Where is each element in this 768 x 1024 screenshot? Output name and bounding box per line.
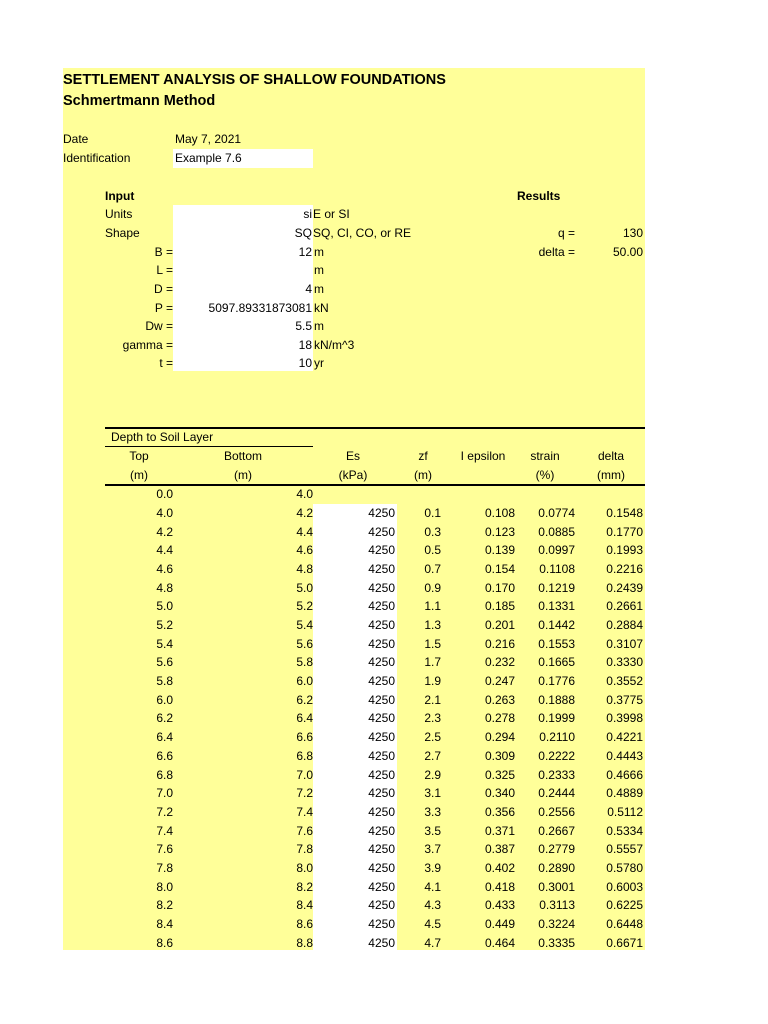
cell-es[interactable]: 4250 (368, 543, 395, 558)
cell-top: 7.0 (156, 786, 173, 801)
cell-es[interactable]: 4250 (368, 618, 395, 633)
cell-delta: 0.5557 (606, 842, 643, 857)
page-title: SETTLEMENT ANALYSIS OF SHALLOW FOUNDATIONS (63, 72, 446, 88)
cell-es[interactable]: 4250 (368, 786, 395, 801)
col-header-bottom: Bottom (223, 449, 262, 463)
table-group-header: Depth to Soil Layer (111, 430, 214, 444)
cell-strain: 0.2333 (538, 767, 575, 782)
cell-iepsilon: 0.402 (484, 860, 515, 875)
cell-zf: 3.9 (424, 860, 441, 875)
page-subtitle: Schmertmann Method (63, 93, 216, 109)
cell-top: 5.0 (156, 599, 173, 614)
result-delta-value: 50.00 (612, 245, 643, 259)
cell-bottom: 5.8 (296, 655, 313, 670)
cell-bottom: 8.2 (296, 879, 313, 894)
cell-iepsilon: 0.309 (484, 748, 515, 763)
cell-strain: 0.0774 (538, 506, 575, 520)
table-row (63, 672, 645, 691)
cell-top: 4.4 (156, 543, 173, 558)
cell-strain: 0.2890 (538, 860, 575, 875)
table-row (63, 840, 645, 859)
cell-iepsilon: 0.201 (484, 618, 515, 633)
identification-value[interactable]: Example 7.6 (175, 151, 242, 165)
param-b-label: B = (154, 245, 173, 259)
result-q-value: 130 (622, 226, 643, 240)
cell-iepsilon: 0.433 (484, 898, 515, 913)
cell-top: 4.0 (156, 506, 173, 520)
result-q-label: q = (557, 226, 575, 240)
table-row (63, 579, 645, 598)
cell-strain: 0.2667 (538, 823, 575, 838)
cell-bottom: 6.6 (296, 730, 313, 745)
cell-top: 8.2 (156, 898, 173, 913)
cell-iepsilon: 0.449 (484, 916, 515, 931)
table-row (63, 616, 645, 635)
cell-es[interactable]: 4250 (368, 506, 395, 520)
cell-iepsilon: 0.371 (484, 823, 515, 838)
col-header-top: Top (129, 449, 149, 463)
cell-es[interactable]: 4250 (368, 898, 395, 913)
table-row (63, 934, 645, 953)
shape-hint: SQ, CI, CO, or RE (313, 226, 412, 240)
cell-bottom: 5.0 (296, 580, 313, 595)
cell-zf: 4.1 (424, 879, 441, 894)
first-row-top: 0.0 (156, 487, 173, 501)
cell-strain: 0.1442 (538, 618, 575, 633)
cell-top: 6.6 (156, 748, 173, 763)
cell-es[interactable]: 4250 (368, 842, 395, 857)
cell-bottom: 8.4 (296, 898, 313, 913)
cell-strain: 0.3001 (538, 879, 575, 894)
cell-es[interactable]: 4250 (368, 524, 395, 539)
table-row (63, 504, 645, 523)
table-row (63, 635, 645, 654)
col-header-delta: delta (597, 449, 625, 463)
cell-delta: 0.4443 (606, 748, 643, 763)
cell-iepsilon: 0.139 (484, 543, 515, 558)
cell-bottom: 7.0 (296, 767, 313, 782)
cell-top: 5.4 (156, 636, 173, 651)
cell-delta: 0.1548 (606, 506, 643, 520)
param-p-label: P = (154, 301, 173, 315)
cell-zf: 0.9 (424, 580, 441, 595)
cell-delta: 0.1993 (606, 543, 643, 558)
cell-zf: 0.5 (424, 543, 441, 558)
cell-delta: 0.5334 (606, 823, 643, 838)
cell-es[interactable]: 4250 (368, 711, 395, 726)
table-row (63, 560, 645, 579)
cell-iepsilon: 0.170 (484, 580, 515, 595)
cell-es[interactable]: 4250 (368, 860, 395, 875)
cell-bottom: 6.0 (296, 674, 313, 689)
cell-delta: 0.6225 (606, 898, 643, 913)
cell-top: 4.6 (156, 562, 173, 577)
cell-zf: 1.3 (424, 618, 441, 633)
shape-label: Shape (105, 226, 140, 240)
col-header-zf: zf (418, 449, 428, 463)
cell-strain: 0.1331 (538, 599, 575, 614)
shape-value[interactable]: SQ (294, 226, 312, 240)
cell-zf: 1.5 (424, 636, 441, 651)
cell-top: 7.2 (156, 804, 173, 819)
identification-label: Identification (63, 151, 131, 165)
cell-strain: 0.1108 (539, 562, 575, 577)
cell-iepsilon: 0.356 (484, 804, 515, 819)
cell-delta: 0.6003 (606, 879, 643, 894)
cell-top: 5.6 (156, 655, 173, 670)
cell-strain: 0.2110 (539, 730, 575, 745)
cell-bottom: 5.2 (296, 599, 313, 614)
param-d-label: D = (153, 282, 173, 296)
cell-delta: 0.4666 (606, 767, 643, 782)
cell-es[interactable]: 4250 (368, 767, 395, 782)
cell-es[interactable]: 4250 (368, 599, 395, 614)
table-row (63, 597, 645, 616)
cell-delta: 0.6448 (606, 916, 643, 931)
param-dw-unit: m (314, 319, 324, 333)
col-unit-strain: (%) (535, 468, 555, 482)
cell-iepsilon: 0.108 (484, 506, 515, 520)
cell-zf: 2.7 (424, 748, 441, 763)
cell-zf: 4.5 (424, 916, 441, 931)
cell-iepsilon: 0.154 (484, 562, 515, 577)
cell-strain: 0.1888 (538, 692, 575, 707)
cell-strain: 0.1776 (538, 674, 575, 689)
units-label: Units (105, 207, 133, 221)
cell-es[interactable]: 4250 (368, 748, 395, 763)
cell-top: 6.8 (156, 767, 173, 782)
table-row (63, 896, 645, 915)
cell-es[interactable]: 4250 (368, 580, 395, 595)
cell-zf: 4.7 (424, 935, 441, 950)
cell-bottom: 8.6 (296, 916, 313, 931)
col-header-iepsilon: I epsilon (460, 449, 506, 463)
param-dw-label: Dw = (145, 319, 173, 333)
col-unit-zf: (m) (414, 468, 432, 482)
cell-strain: 0.0997 (538, 543, 575, 558)
cell-iepsilon: 0.123 (484, 524, 515, 539)
cell-strain: 0.1665 (538, 655, 575, 670)
cell-zf: 3.1 (424, 786, 441, 801)
cell-zf: 0.3 (424, 524, 441, 539)
cell-delta: 0.2661 (606, 599, 643, 614)
cell-zf: 0.7 (424, 562, 441, 577)
param-p-value[interactable]: 5097.89331873081 (208, 301, 312, 315)
table-row (63, 859, 645, 878)
param-b-unit: m (314, 245, 324, 259)
cell-strain: 0.3224 (538, 916, 575, 931)
cell-strain: 0.1219 (538, 580, 575, 595)
table-row (63, 653, 645, 672)
cell-iepsilon: 0.247 (484, 674, 515, 689)
cell-delta: 0.2439 (606, 580, 643, 595)
table-row (63, 709, 645, 728)
cell-top: 6.0 (156, 692, 173, 707)
table-row (63, 728, 645, 747)
cell-top: 8.4 (156, 916, 173, 931)
cell-top: 7.8 (156, 860, 173, 875)
cell-es[interactable]: 4250 (368, 823, 395, 838)
units-hint: E or SI (313, 207, 350, 221)
param-gamma-value[interactable]: 18 (298, 338, 312, 352)
param-t-value[interactable]: 10 (298, 356, 312, 370)
cell-zf: 3.7 (424, 842, 441, 857)
cell-bottom: 7.6 (296, 823, 313, 838)
cell-iepsilon: 0.464 (484, 935, 515, 950)
cell-zf: 2.9 (424, 767, 441, 782)
table-row (63, 523, 645, 542)
param-l-unit: m (314, 263, 324, 277)
date-value[interactable]: May 7, 2021 (175, 132, 242, 146)
cell-strain: 0.2444 (538, 786, 575, 801)
cell-delta: 0.6671 (606, 935, 643, 950)
cell-iepsilon: 0.185 (484, 599, 515, 614)
cell-bottom: 5.4 (296, 618, 313, 633)
cell-top: 5.8 (156, 674, 173, 689)
cell-zf: 0.1 (424, 506, 441, 520)
cell-es[interactable]: 4250 (368, 674, 395, 689)
table-row (63, 784, 645, 803)
first-row-bottom: 4.0 (296, 487, 313, 501)
results-heading: Results (517, 189, 561, 203)
param-gamma-unit: kN/m^3 (314, 338, 355, 352)
cell-iepsilon: 0.387 (484, 842, 515, 857)
cell-zf: 4.3 (424, 898, 441, 913)
table-row (63, 766, 645, 785)
cell-delta: 0.2884 (606, 618, 643, 633)
col-unit-delta: (mm) (597, 468, 625, 482)
cell-top: 5.2 (156, 618, 173, 633)
cell-strain: 0.2222 (538, 748, 575, 763)
spreadsheet-area (63, 68, 645, 950)
cell-top: 4.2 (156, 524, 173, 539)
param-t-label: t = (159, 356, 173, 370)
cell-iepsilon: 0.216 (484, 636, 515, 651)
table-header-rule (105, 484, 645, 486)
table-row (63, 747, 645, 766)
table-row (63, 878, 645, 897)
cell-zf: 2.3 (424, 711, 441, 726)
col-header-es: Es (345, 449, 360, 463)
cell-delta: 0.4221 (606, 730, 643, 745)
cell-bottom: 4.8 (296, 562, 313, 577)
cell-delta: 0.3998 (606, 711, 643, 726)
cell-top: 6.2 (156, 711, 173, 726)
cell-delta: 0.5780 (606, 860, 643, 875)
cell-zf: 3.5 (424, 823, 441, 838)
param-t-unit: yr (314, 356, 324, 370)
param-l-label: L = (156, 263, 173, 277)
col-unit-top: (m) (130, 468, 148, 482)
cell-bottom: 6.8 (296, 748, 313, 763)
cell-strain: 0.0885 (538, 524, 575, 539)
cell-iepsilon: 0.418 (484, 879, 515, 894)
result-delta-label: delta = (538, 245, 575, 259)
cell-es[interactable]: 4250 (368, 935, 395, 950)
col-unit-es: (kPa) (338, 468, 368, 482)
cell-zf: 2.5 (424, 730, 441, 745)
cell-zf: 1.1 (424, 599, 441, 614)
units-value[interactable]: si (303, 207, 312, 221)
cell-bottom: 6.2 (296, 692, 313, 707)
cell-top: 8.0 (156, 879, 173, 894)
cell-strain: 0.2779 (538, 842, 575, 857)
cell-iepsilon: 0.232 (484, 655, 515, 670)
cell-bottom: 4.4 (296, 524, 313, 539)
cell-delta: 0.3107 (606, 636, 643, 651)
cell-bottom: 6.4 (296, 711, 313, 726)
cell-es[interactable]: 4250 (368, 655, 395, 670)
cell-iepsilon: 0.294 (484, 730, 515, 745)
cell-bottom: 5.6 (296, 636, 313, 651)
cell-bottom: 4.2 (296, 506, 313, 520)
cell-delta: 0.4889 (606, 786, 643, 801)
cell-es[interactable]: 4250 (368, 562, 395, 577)
cell-delta: 0.3330 (606, 655, 643, 670)
cell-strain: 0.1999 (538, 711, 575, 726)
cell-zf: 3.3 (424, 804, 441, 819)
cell-top: 7.6 (156, 842, 173, 857)
cell-bottom: 8.8 (296, 935, 313, 950)
cell-bottom: 7.2 (296, 786, 313, 801)
cell-top: 6.4 (156, 730, 173, 745)
cell-top: 8.6 (156, 935, 173, 950)
input-heading: Input (105, 189, 135, 203)
cell-zf: 1.9 (424, 674, 441, 689)
cell-zf: 2.1 (424, 692, 441, 707)
cell-strain: 0.1553 (538, 636, 575, 651)
cell-zf: 1.7 (424, 655, 441, 670)
param-d-unit: m (314, 282, 324, 296)
cell-strain: 0.2556 (538, 804, 575, 819)
cell-es[interactable]: 4250 (368, 636, 395, 651)
cell-top: 7.4 (156, 823, 173, 838)
cell-delta: 0.3775 (606, 692, 643, 707)
cell-es[interactable]: 4250 (368, 730, 395, 745)
cell-iepsilon: 0.278 (484, 711, 515, 726)
cell-strain: 0.3335 (538, 935, 575, 950)
cell-iepsilon: 0.340 (484, 786, 515, 801)
table-row (63, 803, 645, 822)
cell-es[interactable]: 4250 (368, 879, 395, 894)
param-d-value[interactable]: 4 (305, 282, 312, 296)
cell-delta: 0.5112 (607, 804, 643, 819)
date-label: Date (63, 132, 89, 146)
cell-strain: 0.3113 (539, 898, 575, 913)
cell-es[interactable]: 4250 (368, 692, 395, 707)
param-p-unit: kN (314, 301, 329, 315)
col-header-strain: strain (530, 449, 560, 463)
cell-delta: 0.3552 (606, 674, 643, 689)
table-row (63, 822, 645, 841)
cell-bottom: 7.4 (296, 804, 313, 819)
cell-delta: 0.1770 (606, 524, 643, 539)
table-row (63, 541, 645, 560)
param-b-value[interactable]: 12 (298, 245, 312, 259)
col-unit-bottom: (m) (234, 468, 252, 482)
table-row (63, 915, 645, 934)
cell-bottom: 8.0 (296, 860, 313, 875)
cell-es[interactable]: 4250 (368, 804, 395, 819)
cell-iepsilon: 0.325 (484, 767, 515, 782)
table-row (63, 691, 645, 710)
cell-iepsilon: 0.263 (484, 692, 515, 707)
param-gamma-label: gamma = (122, 338, 173, 352)
cell-bottom: 4.6 (296, 543, 313, 558)
param-dw-value[interactable]: 5.5 (295, 319, 312, 333)
cell-top: 4.8 (156, 580, 173, 595)
cell-es[interactable]: 4250 (368, 916, 395, 931)
cell-bottom: 7.8 (296, 842, 313, 857)
cell-delta: 0.2216 (606, 562, 643, 577)
